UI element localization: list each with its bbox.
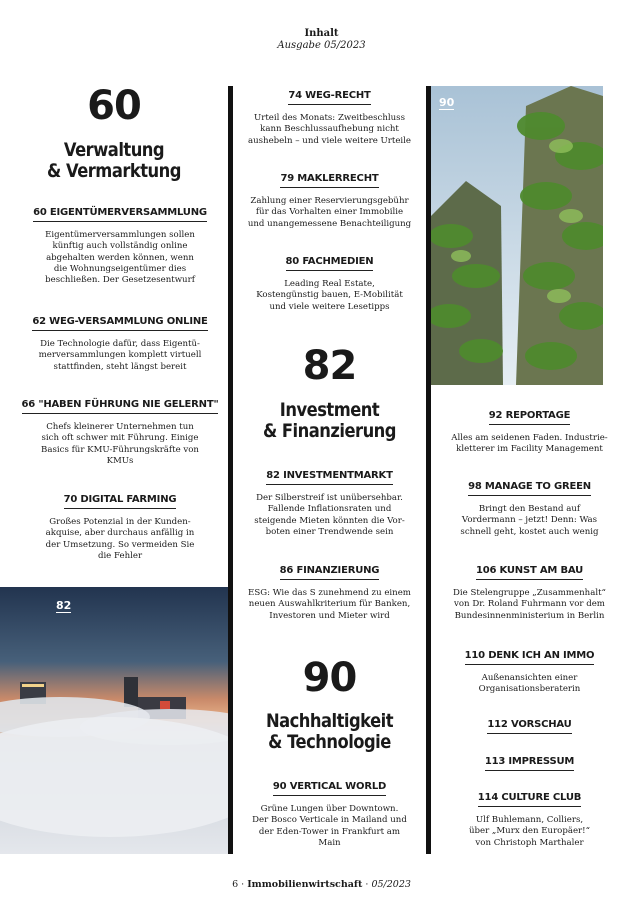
toc-entry[interactable] xyxy=(233,90,426,147)
section-title-nachhaltigkeit: Nachhaltigkeit & Technologie xyxy=(265,710,394,753)
entry-description: Zahlung einer Reservierungsgebühr für das Vorhalten einer Immobilie und unangemessene Benachteiligung xyxy=(247,196,412,229)
entry-heading: 106 KUNST AM BAU xyxy=(476,565,583,580)
entry-heading: 112 VORSCHAU xyxy=(487,719,571,734)
entry-description: Grüne Lungen über Downtown. Der Bosco Verticale in Mailand und der Eden-Tower in Frankfurt am Main xyxy=(252,804,407,848)
toc-entry[interactable] xyxy=(20,207,220,286)
entry-description: Leading Real Estate, Kostengünstig bauen, E-Mobilität und viele weitere Lesetipps xyxy=(256,279,403,312)
toc-entry[interactable] xyxy=(431,719,628,734)
toc-entry[interactable] xyxy=(233,173,426,230)
entry-heading: 80 FACHMEDIEN xyxy=(286,256,374,271)
photo-page-label: 90 xyxy=(439,96,455,109)
fog-skyline-image xyxy=(0,587,228,854)
toc-entry[interactable] xyxy=(431,481,628,538)
entry-heading: 98 MANAGE TO GREEN xyxy=(468,481,591,496)
entry-heading: 62 WEG-VERSAMMLUNG ONLINE xyxy=(32,316,207,331)
entry-description: Die Stelengruppe „Zusammenhalt“ von Dr. Roland Fuhrmann vor dem Bundesinnenministerium in Berlin xyxy=(453,588,606,621)
footer-issue: 05/2023 xyxy=(371,879,411,890)
entry-heading: 66 "HABEN FÜHRUNG NIE GELERNT" xyxy=(22,399,219,414)
entry-description: Chefs kleinerer Unternehmen tun sich oft schwer mit Führung. Einige Basics für KMU-Führungskräfte von KMUs xyxy=(41,422,199,466)
entry-heading: 60 EIGENTÜMERVERSAMMLUNG xyxy=(33,207,207,222)
entry-heading: 74 WEG-RECHT xyxy=(288,90,370,105)
photo-fog-skyline[interactable] xyxy=(0,587,228,854)
toc-title: Inhalt xyxy=(304,28,339,39)
entry-heading: 82 INVESTMENTMARKT xyxy=(266,470,392,485)
entry-heading: 114 CULTURE CLUB xyxy=(478,792,581,807)
entry-heading: 113 IMPRESSUM xyxy=(485,756,574,771)
magazine-name: Immobilienwirtschaft xyxy=(247,879,363,890)
toc-entry[interactable] xyxy=(233,256,426,313)
toc-entry[interactable] xyxy=(431,756,628,771)
entry-description: Die Technologie dafür, dass Eigentü- merversammlungen komplett virtuell stattfinden, steht längst bereit xyxy=(38,339,202,372)
entry-description: ESG: Wie das S zunehmend zu einem neuen Auswahlkriterium für Banken, Investoren und Mieter wird xyxy=(248,588,411,621)
entry-description: Eigentümerversammlungen sollen künftig auch vollständig online abgehalten werden können, wenn die Wohnungseigentümer dies beschließen. Der Gesetzesentwurf xyxy=(45,230,195,286)
vertical-forest-image xyxy=(431,86,603,385)
toc-entry[interactable] xyxy=(233,565,426,622)
entry-description: Alles am seidenen Faden. Industrie- kletterer im Facility Management xyxy=(451,433,608,455)
photo-vertical-forest[interactable] xyxy=(431,86,603,385)
entry-heading: 79 MAKLERRECHT xyxy=(280,173,378,188)
entry-description: Urteil des Monats: Zweitbeschluss kann Beschlussaufhebung nicht aushebeln – und viele weitere Urteile xyxy=(247,113,411,146)
page-number: 6 xyxy=(232,879,239,890)
section-number-60: 60 xyxy=(87,83,141,129)
page-footer: 6 · Immobilienwirtschaft · 05/2023 xyxy=(232,879,411,890)
section-title-verwaltung: Verwaltung & Vermarktung xyxy=(47,139,181,182)
entry-description: Der Silberstreif ist unübersehbar. Fallende Inflationsraten und steigende Mieten könnten die Vor- boten einer Trendwende sein xyxy=(254,493,405,537)
entry-heading: 110 DENK ICH AN IMMO xyxy=(465,650,595,665)
entry-description: Ulf Buhlemann, Colliers, über „Murx den Europäer!“ von Christoph Marthaler xyxy=(468,815,591,848)
toc-entry[interactable] xyxy=(431,792,628,849)
section-number-90: 90 xyxy=(302,655,357,701)
toc-entry[interactable] xyxy=(431,410,628,456)
toc-entry[interactable] xyxy=(20,316,220,373)
toc-entry[interactable] xyxy=(431,650,628,696)
photo-page-label: 82 xyxy=(56,599,72,612)
toc-entry[interactable] xyxy=(20,399,220,467)
entry-heading: 70 DIGITAL FARMING xyxy=(64,494,177,509)
entry-description: Außenansichten einer Organisationsberaterin xyxy=(478,673,581,695)
entry-heading: 86 FINANZIERUNG xyxy=(280,565,380,580)
section-number-82: 82 xyxy=(302,343,357,389)
issue-subtitle: Ausgabe 05/2023 xyxy=(277,40,366,51)
toc-entry[interactable] xyxy=(233,781,426,849)
entry-heading: 90 VERTICAL WORLD xyxy=(273,781,386,796)
entry-description: Großes Potenzial in der Kunden- akquise, aber durchaus anfällig in der Umsetzung. So vermeiden Sie die Fehler xyxy=(45,517,195,561)
toc-entry[interactable] xyxy=(233,470,426,538)
section-title-investment: Investment & Finanzierung xyxy=(262,399,396,442)
toc-entry[interactable] xyxy=(20,494,220,562)
entry-description: Bringt den Bestand auf Vordermann – jetzt! Denn: Was schnell geht, kostet auch wenig xyxy=(460,504,599,537)
toc-entry[interactable] xyxy=(431,565,628,622)
entry-heading: 92 REPORTAGE xyxy=(489,410,570,425)
